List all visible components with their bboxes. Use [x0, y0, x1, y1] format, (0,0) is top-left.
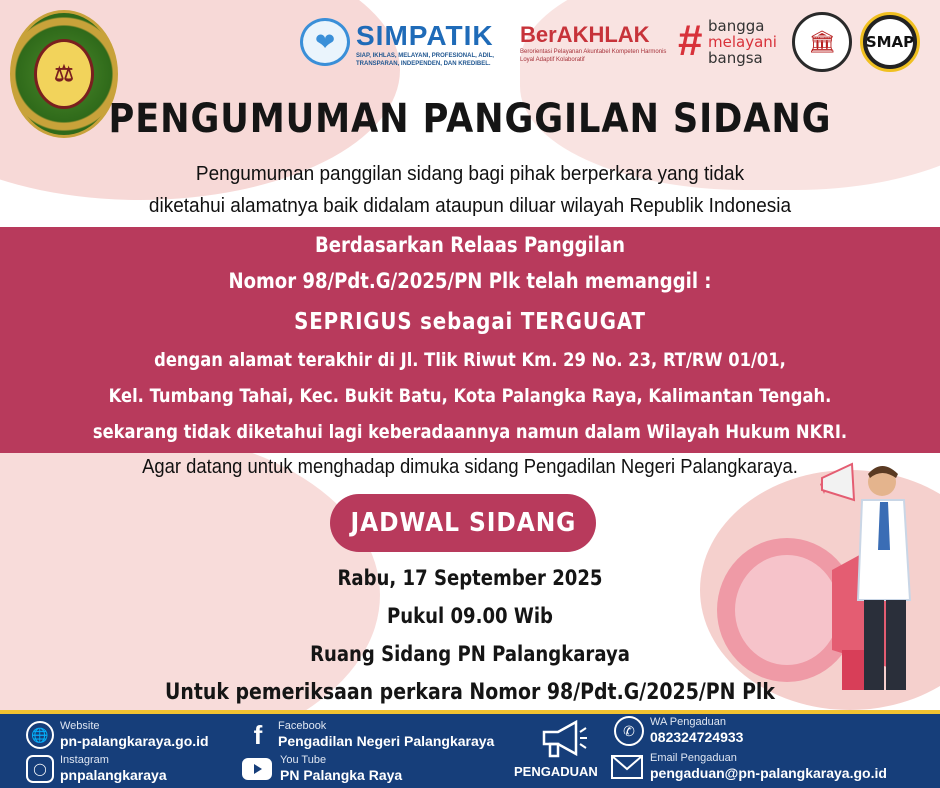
band-line-5: Kel. Tumbang Tahai, Kec. Bukit Batu, Kota Palangka Raya, Kalimantan Tengah. — [108, 385, 832, 407]
footer-whatsapp-label: WA Pengaduan — [650, 716, 727, 728]
footer-instagram[interactable] — [26, 754, 167, 784]
band-line-3: SEPRIGUS sebagai TERGUGAT — [294, 309, 646, 335]
smap-badge — [860, 12, 920, 72]
hashtag-icon: # — [678, 16, 703, 65]
whatsapp-icon: ✆ — [614, 716, 644, 746]
page-title: PENGUMUMAN PANGGILAN SIDANG — [108, 96, 832, 142]
megaphone-bell-inner — [735, 555, 839, 665]
court-emblem-icon: ⚖ — [34, 39, 94, 109]
footer-accent-bar — [0, 710, 940, 714]
summons-instruction: Agar datang untuk menghadap dimuka sidang Pengadilan Negeri Palangkaraya. — [142, 456, 798, 478]
footer-website[interactable] — [26, 720, 209, 750]
footer-email-value[interactable]: pengaduan@pn-palangkaraya.go.id — [650, 765, 887, 781]
footer-website-label: Website — [60, 720, 100, 732]
intro-line-1: Pengumuman panggilan sidang bagi pihak berperkara yang tidak — [195, 163, 745, 185]
hands-heart-icon: ❤ — [300, 18, 350, 66]
footer-email-label: Email Pengaduan — [650, 752, 737, 764]
intro-text — [24, 158, 917, 222]
schedule-purpose: Untuk pemeriksaan perkara Nomor 98/Pdt.G/2025/PN Plk — [164, 680, 776, 705]
intro-line-2: diketahui alamatnya baik didalam ataupun diluar wilayah Republik Indonesia — [148, 195, 792, 217]
certification-badge-icon: 🏛 — [792, 12, 852, 72]
footer-facebook-label: Facebook — [278, 720, 327, 732]
facebook-icon: f — [253, 719, 263, 750]
berakhlak-tagline: Berorientasi Pelayanan Akuntabel Kompeten Harmonis Loyal Adaptif Kolaboratif — [520, 49, 667, 63]
schedule-date: Rabu, 17 September 2025 — [337, 566, 603, 590]
mail-icon — [610, 753, 644, 781]
megaphone-icon — [540, 718, 588, 760]
megaphone-person-illustration — [712, 460, 932, 710]
footer-pengaduan-label: PENGADUAN — [514, 764, 598, 779]
bangga-line-2: melayani — [708, 33, 777, 51]
bangga-line-3: bangsa — [708, 49, 763, 67]
small-megaphone-icon — [822, 464, 854, 500]
footer-youtube-label: You Tube — [280, 754, 327, 766]
youtube-icon — [240, 755, 274, 783]
simpatik-logo — [300, 18, 510, 74]
band-line-4: dengan alamat terakhir di Jl. Tlik Riwut Km. 29 No. 23, RT/RW 01/01, — [154, 349, 786, 371]
footer-instagram-value[interactable]: pnpalangkaraya — [60, 767, 167, 783]
schedule-heading-pill — [330, 494, 596, 552]
band-line-6: sekarang tidak diketahui lagi keberadaannya namun dalam Wilayah Hukum NKRI. — [92, 421, 848, 443]
berakhlak-title: BerAKHLAK — [520, 22, 650, 47]
footer — [0, 710, 940, 788]
footer-instagram-label: Instagram — [60, 754, 109, 766]
footer-youtube[interactable] — [240, 754, 402, 784]
person-right-leg — [886, 600, 906, 690]
footer-facebook[interactable] — [244, 720, 494, 750]
bangga-text — [708, 18, 777, 66]
person-tie — [878, 502, 890, 550]
summons-band — [0, 227, 940, 453]
simpatik-tagline: SIAP, IKHLAS, MELAYANI, PROFESIONAL, ADIL, TRANSPARAN, INDEPENDEN, DAN KREDIBEL. — [356, 53, 494, 67]
footer-whatsapp[interactable] — [614, 716, 743, 746]
bangga-melayani-logo — [678, 16, 788, 72]
schedule-time: Pukul 09.00 Wib — [387, 604, 553, 628]
band-line-1: Berdasarkan Relaas Panggilan — [314, 233, 626, 257]
footer-whatsapp-value[interactable]: 082324724933 — [650, 729, 744, 745]
simpatik-title: SIMPATIK — [356, 20, 494, 51]
person-left-leg — [864, 600, 884, 690]
footer-email[interactable] — [610, 752, 887, 782]
partner-logos — [300, 12, 930, 74]
globe-icon: 🌐 — [26, 721, 54, 749]
smap-badge-label: SMAP — [867, 19, 913, 65]
footer-youtube-value[interactable]: PN Palangka Raya — [280, 767, 403, 783]
schedule-room: Ruang Sidang PN Palangkaraya — [310, 642, 630, 666]
bangga-line-1: bangga — [708, 17, 765, 35]
schedule-heading: JADWAL SIDANG — [350, 508, 576, 538]
footer-website-value[interactable]: pn-palangkaraya.go.id — [60, 733, 209, 749]
berakhlak-logo — [520, 22, 680, 72]
instagram-icon: ◯ — [26, 755, 54, 783]
band-line-2: Nomor 98/Pdt.G/2025/PN Plk telah memanggil : — [228, 269, 712, 293]
footer-facebook-value[interactable]: Pengadilan Negeri Palangkaraya — [278, 733, 495, 749]
